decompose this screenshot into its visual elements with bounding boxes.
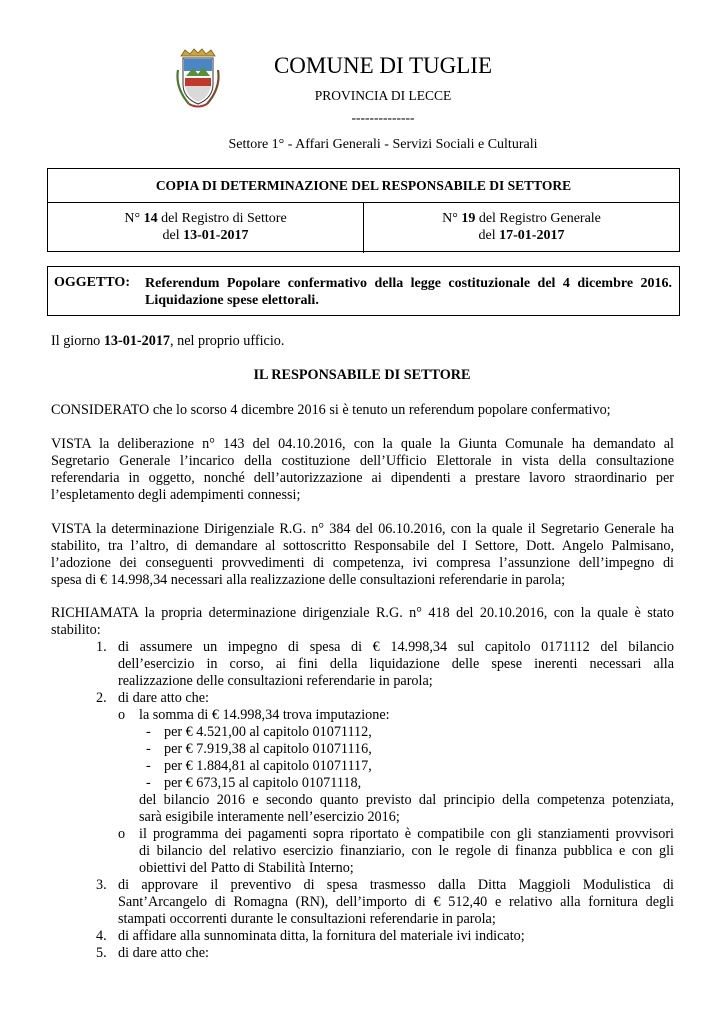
general-register-date: 17-01-2017 (499, 228, 565, 243)
header-divider: -------------- (351, 110, 415, 125)
intro-paragraph: Il giorno 13-01-2017, nel proprio ufficio. (51, 333, 285, 349)
determination-heading: COPIA DI DETERMINAZIONE DEL RESPONSABILE DI SETTORE (48, 169, 679, 203)
subject-line-2: Liquidazione spese elettorali. (145, 293, 319, 308)
general-register-cell: N° 19 del Registro Generale del 17-01-2017 (363, 203, 679, 253)
allocation-row: per € 1.884,81 al capitolo 01071117, (164, 758, 372, 774)
sector-register-number: 14 (143, 211, 158, 226)
considerato-paragraph: CONSIDERATO che lo scorso 4 dicembre 2016 si è tenuto un referendum popolare confermativo; (51, 402, 611, 418)
subject-line-1: Referendum Popolare confermativo della legge costituzionale del 4 dicembre 2016. (145, 276, 672, 291)
determination-box (47, 168, 680, 252)
province-name: PROVINCIA DI LECCE (314, 88, 452, 103)
allocation-row: per € 673,15 al capitolo 01071118, (164, 775, 362, 791)
allocation-row: per € 4.521,00 al capitolo 01071112, (164, 724, 372, 740)
allocation-row: per € 7.919,38 al capitolo 01071116, (164, 741, 372, 757)
sector-register-cell: N° 14 del Registro di Settore del 13-01-2017 (124, 211, 287, 243)
sector-name: Settore 1° - Affari Generali - Servizi Sociali e Culturali (228, 137, 538, 152)
sector-register-date: 13-01-2017 (183, 228, 249, 243)
general-register-number: 19 (461, 211, 476, 226)
section-title: IL RESPONSABILE DI SETTORE (253, 367, 471, 383)
subject-box (47, 266, 680, 316)
subject-label: OGGETTO: (54, 275, 130, 290)
municipality-title: COMUNE DI TUGLIE (273, 53, 493, 78)
